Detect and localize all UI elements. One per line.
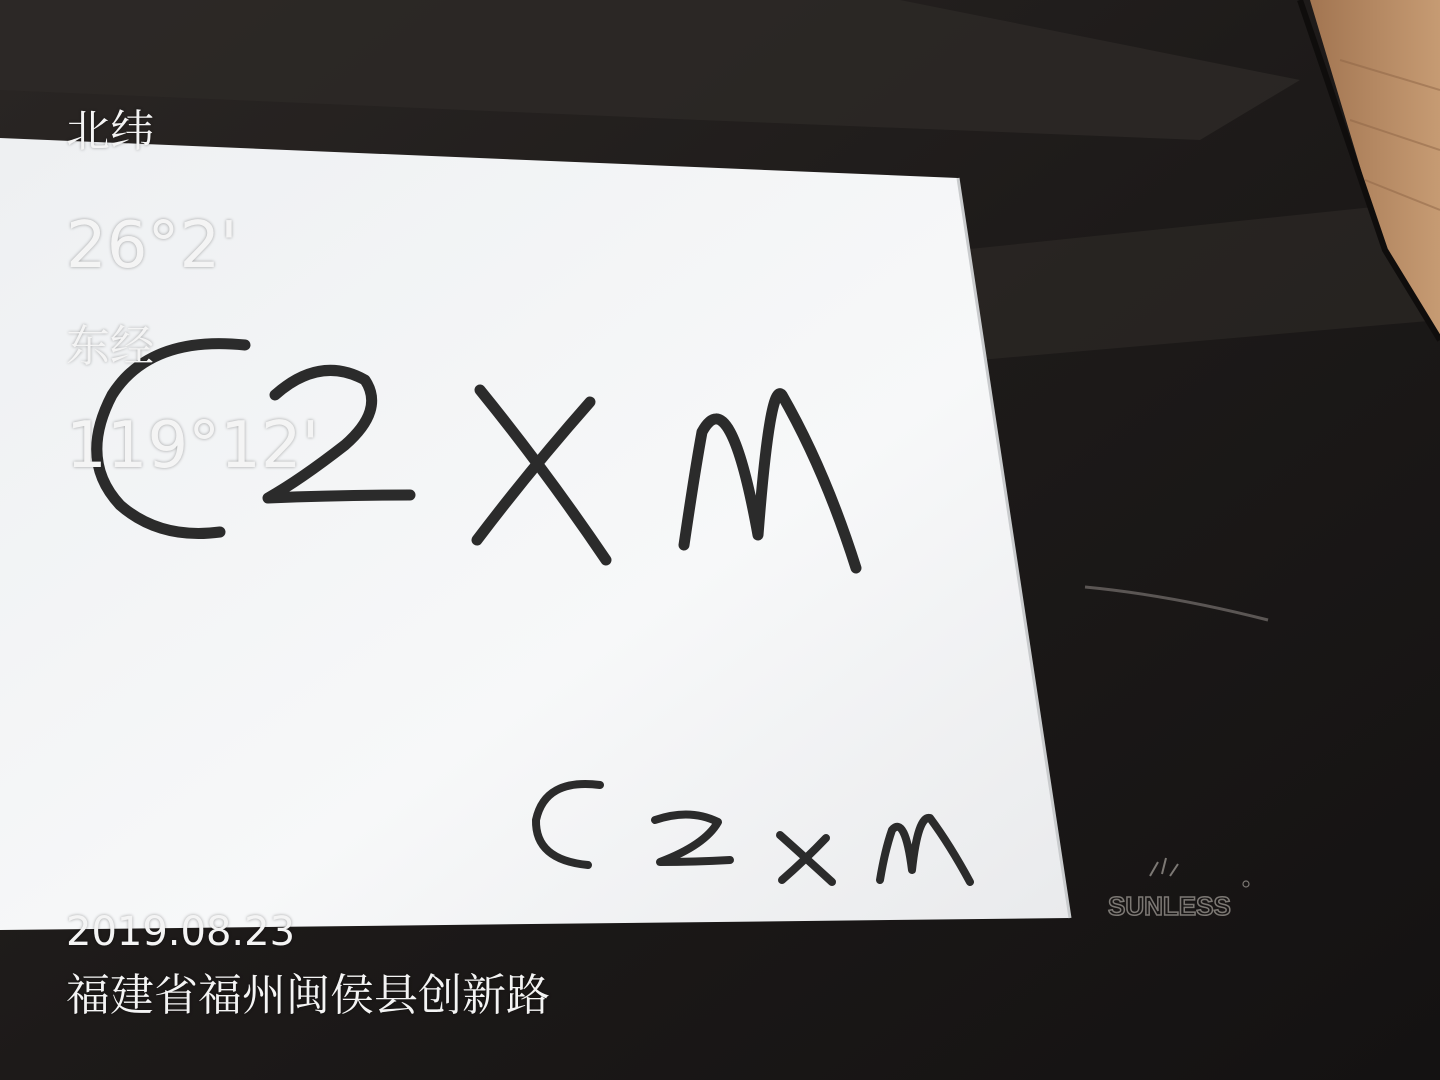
latitude-value: 26°2' (66, 209, 238, 283)
longitude-label: 东经 (66, 321, 154, 372)
logo-text: SUNLESS (1108, 891, 1231, 921)
longitude-value: 119°12' (66, 409, 320, 483)
capture-date: 2019.08.23 (66, 909, 296, 955)
latitude-label: 北纬 (66, 106, 154, 157)
capture-address: 福建省福州闽侯县创新路 (66, 970, 550, 1021)
